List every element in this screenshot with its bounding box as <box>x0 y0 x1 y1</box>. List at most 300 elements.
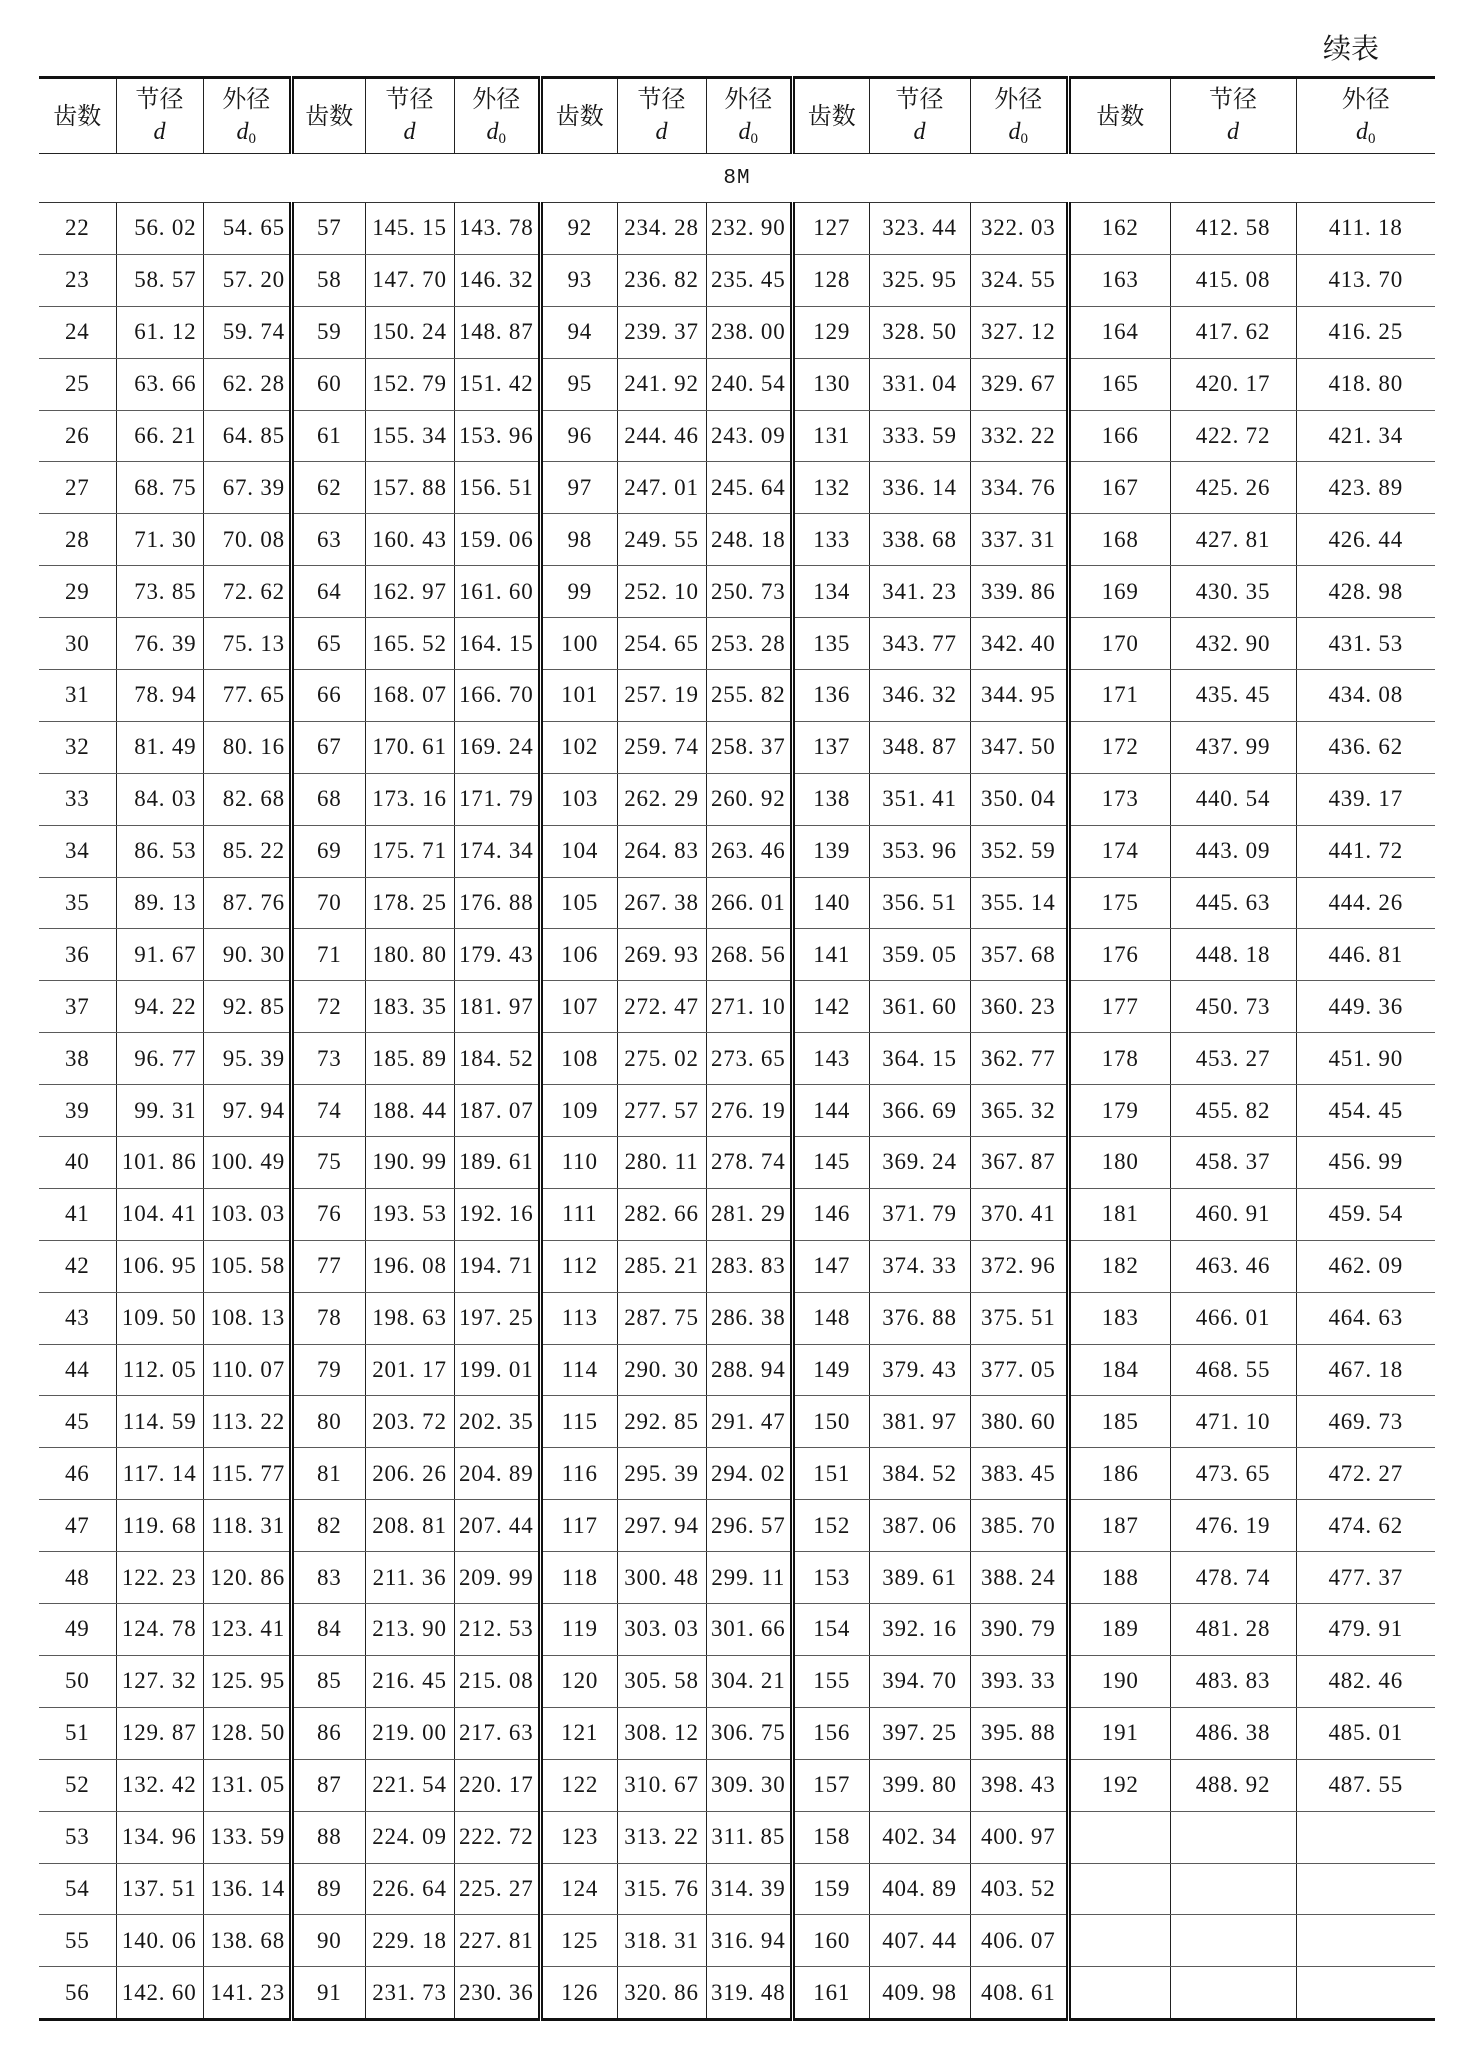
pitch-diameter-cell: 432. 90 <box>1170 618 1296 670</box>
outer-diameter-cell: 479. 91 <box>1296 1604 1435 1656</box>
outer-diameter-cell: 286. 38 <box>706 1292 793 1344</box>
outer-diameter-cell: 80. 16 <box>203 721 292 773</box>
pitch-diameter-cell: 203. 72 <box>365 1396 454 1448</box>
teeth-count-cell: 125 <box>541 1915 618 1967</box>
teeth-count-cell: 145 <box>793 1137 870 1189</box>
pitch-diameter-cell: 99. 31 <box>116 1085 203 1137</box>
pitch-diameter-cell: 397. 25 <box>869 1707 970 1759</box>
header-pitch-label: 节径 <box>1209 85 1257 113</box>
teeth-count-cell: 41 <box>39 1188 116 1240</box>
teeth-count-cell: 46 <box>39 1448 116 1500</box>
pitch-diameter-cell: 343. 77 <box>869 618 970 670</box>
teeth-count-cell: 48 <box>39 1552 116 1604</box>
teeth-count-cell: 143 <box>793 1033 870 1085</box>
pitch-diameter-cell: 417. 62 <box>1170 306 1296 358</box>
table-row <box>39 1604 1435 1656</box>
table-row <box>39 1915 1435 1967</box>
teeth-count-cell: 103 <box>541 773 618 825</box>
teeth-count-cell: 187 <box>1069 1500 1171 1552</box>
pitch-diameter-cell: 404. 89 <box>869 1863 970 1915</box>
pitch-diameter-cell: 249. 55 <box>617 514 706 566</box>
pitch-diameter-cell: 272. 47 <box>617 981 706 1033</box>
pitch-diameter-cell: 244. 46 <box>617 410 706 462</box>
empty-cell <box>1296 1915 1435 1967</box>
outer-diameter-cell: 92. 85 <box>203 981 292 1033</box>
pitch-diameter-cell: 476. 19 <box>1170 1500 1296 1552</box>
teeth-count-cell: 86 <box>292 1707 366 1759</box>
outer-diameter-cell: 288. 94 <box>706 1344 793 1396</box>
teeth-count-cell: 102 <box>541 721 618 773</box>
pitch-diameter-cell: 165. 52 <box>365 618 454 670</box>
outer-diameter-cell: 306. 75 <box>706 1707 793 1759</box>
teeth-count-cell: 67 <box>292 721 366 773</box>
pitch-diameter-cell: 157. 88 <box>365 462 454 514</box>
pitch-diameter-cell: 460. 91 <box>1170 1188 1296 1240</box>
outer-diameter-cell: 217. 63 <box>454 1707 541 1759</box>
teeth-count-cell: 116 <box>541 1448 618 1500</box>
teeth-count-cell: 171 <box>1069 670 1171 722</box>
outer-diameter-cell: 174. 34 <box>454 825 541 877</box>
pitch-diameter-cell: 224. 09 <box>365 1811 454 1863</box>
teeth-count-cell: 181 <box>1069 1188 1171 1240</box>
header-pitch-label: 节径 <box>135 85 184 113</box>
teeth-count-cell: 163 <box>1069 254 1171 306</box>
pitch-diameter-cell: 427. 81 <box>1170 514 1296 566</box>
outer-diameter-cell: 316. 94 <box>706 1915 793 1967</box>
outer-diameter-cell: 311. 85 <box>706 1811 793 1863</box>
outer-diameter-symbol: d <box>1356 119 1368 145</box>
teeth-count-cell: 77 <box>292 1240 366 1292</box>
teeth-count-cell: 146 <box>793 1188 870 1240</box>
outer-diameter-cell: 232. 90 <box>706 203 793 255</box>
header-pitch-diameter <box>116 78 203 154</box>
outer-diameter-cell: 426. 44 <box>1296 514 1435 566</box>
teeth-count-cell: 101 <box>541 670 618 722</box>
header-outer-label: 外径 <box>222 85 271 113</box>
empty-cell <box>1296 1863 1435 1915</box>
pitch-diameter-cell: 275. 02 <box>617 1033 706 1085</box>
outer-diameter-cell: 329. 67 <box>970 358 1069 410</box>
outer-diameter-cell: 439. 17 <box>1296 773 1435 825</box>
pitch-diameter-cell: 160. 43 <box>365 514 454 566</box>
outer-diameter-cell: 222. 72 <box>454 1811 541 1863</box>
teeth-count-cell: 158 <box>793 1811 870 1863</box>
teeth-count-cell: 53 <box>39 1811 116 1863</box>
outer-diameter-cell: 283. 83 <box>706 1240 793 1292</box>
pitch-diameter-cell: 236. 82 <box>617 254 706 306</box>
teeth-count-cell: 43 <box>39 1292 116 1344</box>
pitch-diameter-cell: 219. 00 <box>365 1707 454 1759</box>
teeth-count-cell: 88 <box>292 1811 366 1863</box>
table-row <box>39 929 1435 981</box>
teeth-count-cell: 164 <box>1069 306 1171 358</box>
outer-diameter-cell: 245. 64 <box>706 462 793 514</box>
outer-diameter-cell: 324. 55 <box>970 254 1069 306</box>
outer-diameter-cell: 472. 27 <box>1296 1448 1435 1500</box>
pitch-diameter-cell: 96. 77 <box>116 1033 203 1085</box>
table-row <box>39 1655 1435 1707</box>
outer-diameter-cell: 166. 70 <box>454 670 541 722</box>
teeth-count-cell: 99 <box>541 566 618 618</box>
teeth-count-cell: 166 <box>1069 410 1171 462</box>
teeth-count-cell: 45 <box>39 1396 116 1448</box>
pitch-diameter-cell: 213. 90 <box>365 1604 454 1656</box>
table-row <box>39 721 1435 773</box>
pitch-diameter-cell: 170. 61 <box>365 721 454 773</box>
outer-diameter-cell: 90. 30 <box>203 929 292 981</box>
table-row <box>39 1448 1435 1500</box>
teeth-count-cell: 179 <box>1069 1085 1171 1137</box>
teeth-count-cell: 167 <box>1069 462 1171 514</box>
pitch-diameter-cell: 450. 73 <box>1170 981 1296 1033</box>
outer-diameter-symbol: d <box>738 119 751 145</box>
pitch-diameter-cell: 333. 59 <box>869 410 970 462</box>
outer-diameter-cell: 250. 73 <box>706 566 793 618</box>
outer-diameter-cell: 230. 36 <box>454 1967 541 2020</box>
header-outer-label: 外径 <box>724 85 773 113</box>
teeth-count-cell: 47 <box>39 1500 116 1552</box>
pitch-diameter-symbol: d <box>913 119 926 145</box>
outer-diameter-cell: 253. 28 <box>706 618 793 670</box>
empty-cell <box>1296 1967 1435 2020</box>
teeth-count-cell: 140 <box>793 877 870 929</box>
outer-diameter-cell: 215. 08 <box>454 1655 541 1707</box>
outer-diameter-cell: 436. 62 <box>1296 721 1435 773</box>
outer-diameter-cell: 309. 30 <box>706 1759 793 1811</box>
outer-diameter-cell: 350. 04 <box>970 773 1069 825</box>
header-teeth-count <box>1069 78 1171 154</box>
empty-cell <box>1170 1863 1296 1915</box>
pitch-diameter-cell: 486. 38 <box>1170 1707 1296 1759</box>
outer-diameter-cell: 164. 15 <box>454 618 541 670</box>
outer-diameter-cell: 125. 95 <box>203 1655 292 1707</box>
pitch-diameter-cell: 376. 88 <box>869 1292 970 1344</box>
outer-diameter-cell: 462. 09 <box>1296 1240 1435 1292</box>
outer-diameter-cell: 434. 08 <box>1296 670 1435 722</box>
pitch-diameter-cell: 325. 95 <box>869 254 970 306</box>
pitch-diameter-cell: 132. 42 <box>116 1759 203 1811</box>
outer-diameter-cell: 400. 97 <box>970 1811 1069 1863</box>
pitch-diameter-cell: 409. 98 <box>869 1967 970 2020</box>
teeth-count-cell: 65 <box>292 618 366 670</box>
outer-diameter-cell: 299. 11 <box>706 1552 793 1604</box>
outer-diameter-cell: 370. 41 <box>970 1188 1069 1240</box>
pitch-diameter-cell: 305. 58 <box>617 1655 706 1707</box>
outer-diameter-cell: 406. 07 <box>970 1915 1069 1967</box>
teeth-count-cell: 151 <box>793 1448 870 1500</box>
teeth-count-cell: 156 <box>793 1707 870 1759</box>
pitch-diameter-cell: 145. 15 <box>365 203 454 255</box>
pitch-diameter-cell: 348. 87 <box>869 721 970 773</box>
outer-diameter-cell: 263. 46 <box>706 825 793 877</box>
outer-diameter-cell: 194. 71 <box>454 1240 541 1292</box>
header-pitch-diameter <box>1170 78 1296 154</box>
teeth-count-cell: 183 <box>1069 1292 1171 1344</box>
outer-diameter-symbol-group <box>1297 116 1436 149</box>
teeth-count-cell: 121 <box>541 1707 618 1759</box>
teeth-count-cell: 107 <box>541 981 618 1033</box>
teeth-count-cell: 155 <box>793 1655 870 1707</box>
teeth-count-cell: 161 <box>793 1967 870 2020</box>
outer-diameter-cell: 362. 77 <box>970 1033 1069 1085</box>
pitch-diameter-cell: 374. 33 <box>869 1240 970 1292</box>
teeth-count-cell: 119 <box>541 1604 618 1656</box>
outer-diameter-symbol-group <box>204 116 290 149</box>
outer-diameter-cell: 141. 23 <box>203 1967 292 2020</box>
outer-diameter-cell: 456. 99 <box>1296 1137 1435 1189</box>
outer-diameter-cell: 59. 74 <box>203 306 292 358</box>
pitch-diameter-cell: 73. 85 <box>116 566 203 618</box>
header-teeth-label: 齿数 <box>305 101 354 130</box>
teeth-count-cell: 117 <box>541 1500 618 1552</box>
teeth-count-cell: 173 <box>1069 773 1171 825</box>
outer-diameter-subscript: 0 <box>498 131 506 147</box>
table-row <box>39 1811 1435 1863</box>
teeth-count-cell: 32 <box>39 721 116 773</box>
outer-diameter-cell: 372. 96 <box>970 1240 1069 1292</box>
teeth-count-cell: 149 <box>793 1344 870 1396</box>
outer-diameter-cell: 482. 46 <box>1296 1655 1435 1707</box>
outer-diameter-cell: 113. 22 <box>203 1396 292 1448</box>
pitch-diameter-cell: 445. 63 <box>1170 877 1296 929</box>
outer-diameter-cell: 207. 44 <box>454 1500 541 1552</box>
outer-diameter-cell: 487. 55 <box>1296 1759 1435 1811</box>
teeth-count-cell: 104 <box>541 825 618 877</box>
pitch-diameter-cell: 124. 78 <box>116 1604 203 1656</box>
outer-diameter-subscript: 0 <box>1368 131 1376 147</box>
teeth-count-cell: 176 <box>1069 929 1171 981</box>
outer-diameter-cell: 375. 51 <box>970 1292 1069 1344</box>
pitch-diameter-cell: 323. 44 <box>869 203 970 255</box>
outer-diameter-cell: 342. 40 <box>970 618 1069 670</box>
teeth-count-cell: 35 <box>39 877 116 929</box>
pitch-diameter-cell: 481. 28 <box>1170 1604 1296 1656</box>
outer-diameter-cell: 355. 14 <box>970 877 1069 929</box>
outer-diameter-cell: 365. 32 <box>970 1085 1069 1137</box>
outer-diameter-cell: 474. 62 <box>1296 1500 1435 1552</box>
teeth-count-cell: 25 <box>39 358 116 410</box>
outer-diameter-cell: 156. 51 <box>454 462 541 514</box>
outer-diameter-cell: 169. 24 <box>454 721 541 773</box>
header-row <box>39 78 1435 154</box>
teeth-count-cell: 59 <box>292 306 366 358</box>
teeth-count-cell: 89 <box>292 1863 366 1915</box>
pitch-diameter-cell: 89. 13 <box>116 877 203 929</box>
table-row <box>39 203 1435 255</box>
outer-diameter-cell: 260. 92 <box>706 773 793 825</box>
teeth-count-cell: 186 <box>1069 1448 1171 1500</box>
pitch-diameter-cell: 458. 37 <box>1170 1137 1296 1189</box>
outer-diameter-cell: 273. 65 <box>706 1033 793 1085</box>
pitch-diameter-cell: 229. 18 <box>365 1915 454 1967</box>
pitch-diameter-cell: 221. 54 <box>365 1759 454 1811</box>
pulley-dimension-table <box>39 76 1435 2021</box>
outer-diameter-cell: 276. 19 <box>706 1085 793 1137</box>
outer-diameter-cell: 477. 37 <box>1296 1552 1435 1604</box>
pitch-diameter-cell: 425. 26 <box>1170 462 1296 514</box>
teeth-count-cell: 75 <box>292 1137 366 1189</box>
header-outer-diameter <box>203 78 292 154</box>
teeth-count-cell: 72 <box>292 981 366 1033</box>
teeth-count-cell: 34 <box>39 825 116 877</box>
outer-diameter-cell: 179. 43 <box>454 929 541 981</box>
teeth-count-cell: 128 <box>793 254 870 306</box>
header-teeth-label: 齿数 <box>807 101 856 130</box>
pitch-diameter-cell: 267. 38 <box>617 877 706 929</box>
pitch-diameter-cell: 422. 72 <box>1170 410 1296 462</box>
outer-diameter-cell: 103. 03 <box>203 1188 292 1240</box>
outer-diameter-cell: 344. 95 <box>970 670 1069 722</box>
pitch-diameter-cell: 369. 24 <box>869 1137 970 1189</box>
outer-diameter-cell: 148. 87 <box>454 306 541 358</box>
outer-diameter-cell: 248. 18 <box>706 514 793 566</box>
teeth-count-cell: 57 <box>292 203 366 255</box>
teeth-count-cell: 69 <box>292 825 366 877</box>
pitch-diameter-cell: 231. 73 <box>365 1967 454 2020</box>
outer-diameter-cell: 408. 61 <box>970 1967 1069 2020</box>
teeth-count-cell: 111 <box>541 1188 618 1240</box>
pitch-diameter-cell: 364. 15 <box>869 1033 970 1085</box>
pitch-diameter-cell: 84. 03 <box>116 773 203 825</box>
table-row <box>39 670 1435 722</box>
pitch-diameter-cell: 300. 48 <box>617 1552 706 1604</box>
outer-diameter-cell: 143. 78 <box>454 203 541 255</box>
outer-diameter-cell: 176. 88 <box>454 877 541 929</box>
pitch-diameter-cell: 119. 68 <box>116 1500 203 1552</box>
teeth-count-cell: 154 <box>793 1604 870 1656</box>
teeth-count-cell: 51 <box>39 1707 116 1759</box>
outer-diameter-cell: 454. 45 <box>1296 1085 1435 1137</box>
pitch-diameter-cell: 455. 82 <box>1170 1085 1296 1137</box>
teeth-count-cell: 157 <box>793 1759 870 1811</box>
teeth-count-cell: 31 <box>39 670 116 722</box>
table-row <box>39 1707 1435 1759</box>
teeth-count-cell: 129 <box>793 306 870 358</box>
pitch-diameter-cell: 379. 43 <box>869 1344 970 1396</box>
pitch-diameter-cell: 478. 74 <box>1170 1552 1296 1604</box>
pitch-diameter-cell: 277. 57 <box>617 1085 706 1137</box>
teeth-count-cell: 36 <box>39 929 116 981</box>
pitch-diameter-cell: 239. 37 <box>617 306 706 358</box>
teeth-count-cell: 61 <box>292 410 366 462</box>
pitch-diameter-cell: 178. 25 <box>365 877 454 929</box>
outer-diameter-cell: 431. 53 <box>1296 618 1435 670</box>
table-row <box>39 1863 1435 1915</box>
pitch-diameter-cell: 150. 24 <box>365 306 454 358</box>
pitch-diameter-cell: 415. 08 <box>1170 254 1296 306</box>
teeth-count-cell: 23 <box>39 254 116 306</box>
table-row <box>39 358 1435 410</box>
pitch-diameter-cell: 318. 31 <box>617 1915 706 1967</box>
header-outer-diameter <box>706 78 793 154</box>
outer-diameter-cell: 202. 35 <box>454 1396 541 1448</box>
pitch-diameter-cell: 71. 30 <box>116 514 203 566</box>
pitch-diameter-cell: 331. 04 <box>869 358 970 410</box>
table-row <box>39 1967 1435 2020</box>
pitch-diameter-cell: 336. 14 <box>869 462 970 514</box>
header-teeth-label: 齿数 <box>1096 101 1145 130</box>
teeth-count-cell: 39 <box>39 1085 116 1137</box>
pitch-diameter-cell: 361. 60 <box>869 981 970 1033</box>
outer-diameter-cell: 138. 68 <box>203 1915 292 1967</box>
pitch-diameter-cell: 308. 12 <box>617 1707 706 1759</box>
outer-diameter-subscript: 0 <box>248 131 256 147</box>
pitch-diameter-cell: 226. 64 <box>365 1863 454 1915</box>
outer-diameter-cell: 82. 68 <box>203 773 292 825</box>
teeth-count-cell: 144 <box>793 1085 870 1137</box>
pitch-diameter-cell: 262. 29 <box>617 773 706 825</box>
outer-diameter-cell: 327. 12 <box>970 306 1069 358</box>
pitch-diameter-cell: 282. 66 <box>617 1188 706 1240</box>
outer-diameter-cell: 199. 01 <box>454 1344 541 1396</box>
outer-diameter-cell: 212. 53 <box>454 1604 541 1656</box>
pitch-diameter-cell: 320. 86 <box>617 1967 706 2020</box>
header-outer-label: 外径 <box>472 85 521 113</box>
pitch-diameter-cell: 341. 23 <box>869 566 970 618</box>
pitch-diameter-cell: 468. 55 <box>1170 1344 1296 1396</box>
header-teeth-label: 齿数 <box>53 101 102 130</box>
pitch-diameter-cell: 471. 10 <box>1170 1396 1296 1448</box>
outer-diameter-cell: 411. 18 <box>1296 203 1435 255</box>
outer-diameter-cell: 301. 66 <box>706 1604 793 1656</box>
teeth-count-cell: 127 <box>793 203 870 255</box>
pitch-diameter-cell: 381. 97 <box>869 1396 970 1448</box>
pitch-diameter-cell: 392. 16 <box>869 1604 970 1656</box>
teeth-count-cell: 175 <box>1069 877 1171 929</box>
pitch-diameter-cell: 292. 85 <box>617 1396 706 1448</box>
teeth-count-cell: 38 <box>39 1033 116 1085</box>
outer-diameter-subscript: 0 <box>750 131 758 147</box>
table-row <box>39 1292 1435 1344</box>
table-row <box>39 773 1435 825</box>
outer-diameter-cell: 161. 60 <box>454 566 541 618</box>
teeth-count-cell: 90 <box>292 1915 366 1967</box>
pitch-diameter-cell: 175. 71 <box>365 825 454 877</box>
teeth-count-cell: 96 <box>541 410 618 462</box>
outer-diameter-cell: 204. 89 <box>454 1448 541 1500</box>
outer-diameter-cell: 281. 29 <box>706 1188 793 1240</box>
teeth-count-cell: 133 <box>793 514 870 566</box>
outer-diameter-cell: 75. 13 <box>203 618 292 670</box>
pitch-diameter-cell: 257. 19 <box>617 670 706 722</box>
pitch-diameter-cell: 241. 92 <box>617 358 706 410</box>
teeth-count-cell: 114 <box>541 1344 618 1396</box>
table-row <box>39 981 1435 1033</box>
pitch-diameter-cell: 147. 70 <box>365 254 454 306</box>
pitch-diameter-cell: 162. 97 <box>365 566 454 618</box>
pitch-diameter-cell: 420. 17 <box>1170 358 1296 410</box>
outer-diameter-cell: 360. 23 <box>970 981 1069 1033</box>
pitch-diameter-cell: 127. 32 <box>116 1655 203 1707</box>
outer-diameter-cell: 64. 85 <box>203 410 292 462</box>
pitch-diameter-cell: 287. 75 <box>617 1292 706 1344</box>
table-row <box>39 254 1435 306</box>
outer-diameter-cell: 459. 54 <box>1296 1188 1435 1240</box>
pitch-diameter-cell: 129. 87 <box>116 1707 203 1759</box>
table-row <box>39 1500 1435 1552</box>
outer-diameter-cell: 159. 06 <box>454 514 541 566</box>
empty-cell <box>1170 1811 1296 1863</box>
pitch-diameter-cell: 389. 61 <box>869 1552 970 1604</box>
pitch-diameter-cell: 338. 68 <box>869 514 970 566</box>
outer-diameter-cell: 72. 62 <box>203 566 292 618</box>
outer-diameter-cell: 181. 97 <box>454 981 541 1033</box>
pitch-diameter-symbol: d <box>153 119 166 145</box>
pitch-diameter-cell: 466. 01 <box>1170 1292 1296 1344</box>
outer-diameter-cell: 225. 27 <box>454 1863 541 1915</box>
pitch-diameter-cell: 188. 44 <box>365 1085 454 1137</box>
pitch-diameter-cell: 198. 63 <box>365 1292 454 1344</box>
